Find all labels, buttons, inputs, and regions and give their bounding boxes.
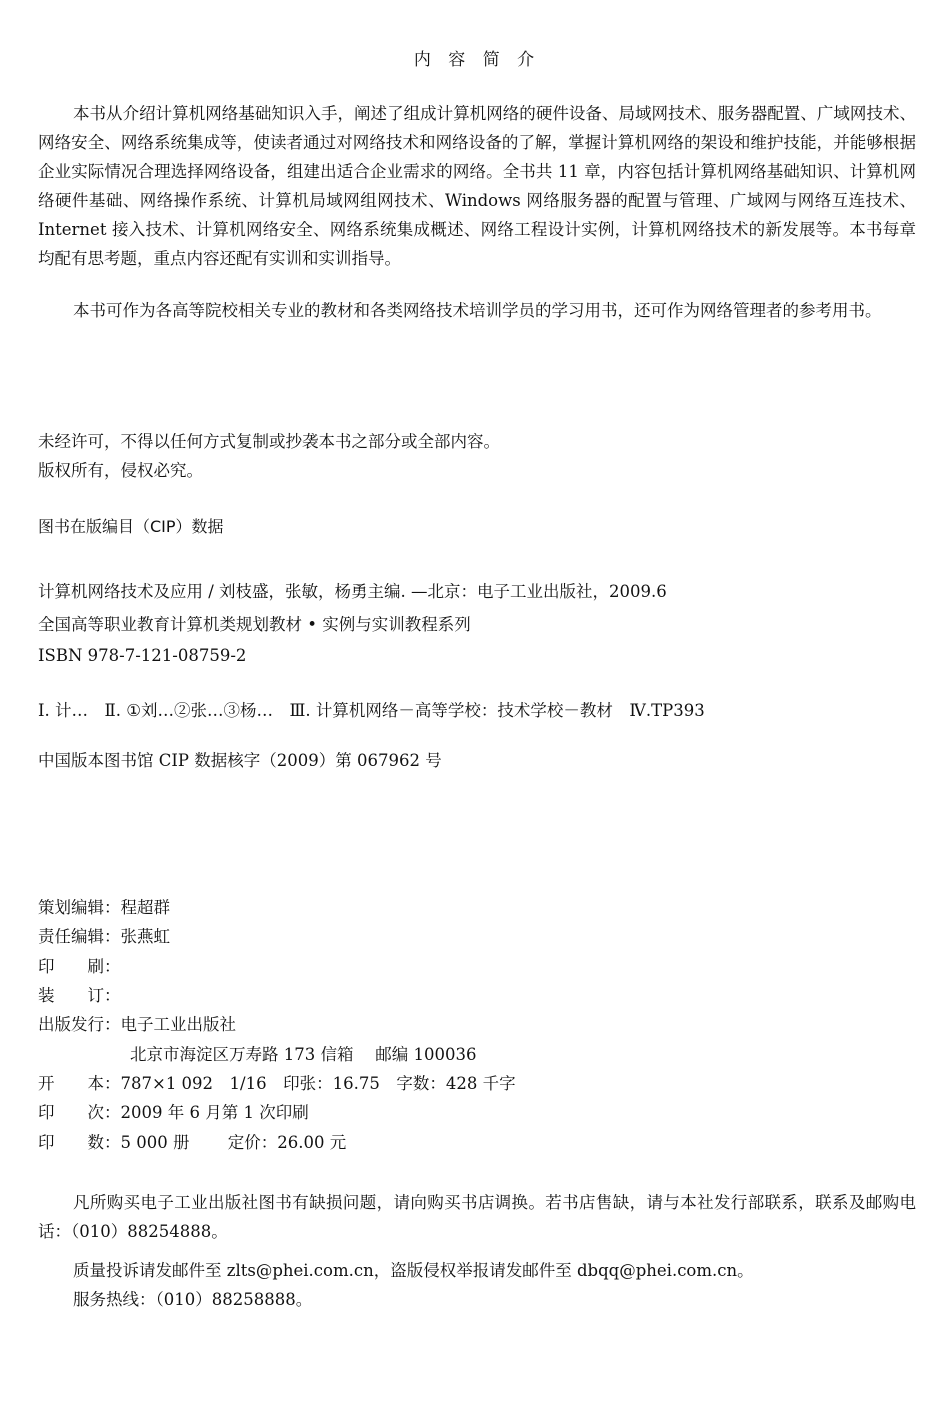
service-hotline: 服务热线：（010）88258888。 — [73, 1290, 313, 1309]
printing-row — [38, 953, 121, 977]
summary-paragraph-2: 本书可作为各高等院校相关专业的教材和各类网络技术培训学员的学习用书，还可作为网络管理者的参考用书。 — [73, 301, 882, 320]
responsible-editor-row — [38, 923, 170, 947]
edition-row — [38, 1099, 309, 1123]
print-run-value: 5 000 册 定价：26.00 元 — [120, 1133, 347, 1152]
cip-title-line: 计算机网络技术及应用 / 刘枝盛，张敏，杨勇主编. —北京：电子工业出版社，2009.6 — [38, 582, 667, 601]
responsible-editor-label: 责任编辑： — [38, 927, 121, 946]
print-run-row — [38, 1129, 346, 1153]
format-label: 开 本： — [38, 1074, 121, 1093]
cip-record-number: 中国版本图书馆 CIP 数据核字（2009）第 067962 号 — [38, 751, 442, 770]
cip-series-line: 全国高等职业教育计算机类规划教材 • 实例与实训教程系列 — [38, 615, 471, 634]
publisher-row — [38, 1011, 236, 1035]
complaint-email-line: 质量投诉请发邮件至 zlts@phei.com.cn，盗版侵权举报请发邮件至 dbqq@phei.com.cn。 — [73, 1261, 754, 1280]
format-row — [38, 1070, 516, 1094]
rights-reserved: 版权所有，侵权必究。 — [38, 461, 203, 480]
summary-title: 内 容 简 介 — [413, 50, 541, 70]
summary-paragraph-1: 本书从介绍计算机网络基础知识入手，阐述了组成计算机网络的硬件设备、局域网技术、服务器配置、广域网技术、网络安全、网络系统集成等，使读者通过对网络技术和网络设备的了解，掌握计算机网络的架设和维护技能，并能够根据企业实际情况合理选择网络设备，组建出适合企业需求的网络。全书共 11 章，内容包括计算机网络基础知识、计算机网络硬件基础、网络操作系统、计算机局域网组网技术、Windows 网络服务器的配置与管理、广域网与网络互连技术、Internet 接入技术、计算机网络安全、网络系统集成概述、网络工程设计实例，计算机网络技术的新发展等。本书每章均配有思考题，重点内容还配有实训和实训指导。 — [38, 104, 916, 268]
publisher-label: 出版发行： — [38, 1015, 121, 1034]
edition-label: 印 次： — [38, 1103, 121, 1122]
binding-row — [38, 982, 121, 1006]
responsible-editor-value: 张燕虹 — [120, 927, 170, 946]
publisher-value: 电子工业出版社 — [120, 1015, 236, 1034]
print-run-label: 印 数： — [38, 1133, 121, 1152]
defect-notice: 凡所购买电子工业出版社图书有缺损问题，请向购买书店调换。若书店售缺，请与本社发行部联系，联系及邮购电话：（010）88254888。 — [38, 1193, 916, 1241]
edition-value: 2009 年 6 月第 1 次印刷 — [120, 1103, 309, 1122]
cip-classification: Ⅰ. 计… Ⅱ. ①刘…②张…③杨… Ⅲ. 计算机网络－高等学校：技术学校－教材 Ⅳ.TP393 — [38, 701, 705, 720]
cip-isbn: ISBN 978-7-121-08759-2 — [38, 646, 247, 665]
binding-label: 装 订： — [38, 986, 121, 1005]
cip-heading: 图书在版编目（CIP）数据 — [38, 517, 224, 536]
planning-editor-label: 策划编辑： — [38, 898, 121, 917]
planning-editor-row — [38, 894, 170, 918]
planning-editor-value: 程超群 — [120, 898, 170, 917]
format-value: 787×1 092 1/16 印张：16.75 字数：428 千字 — [120, 1074, 516, 1093]
copyright-notice: 未经许可，不得以任何方式复制或抄袭本书之部分或全部内容。 — [38, 432, 500, 451]
publisher-address: 北京市海淀区万寿路 173 信箱 邮编 100036 — [130, 1045, 477, 1064]
printing-label: 印 刷： — [38, 957, 121, 976]
